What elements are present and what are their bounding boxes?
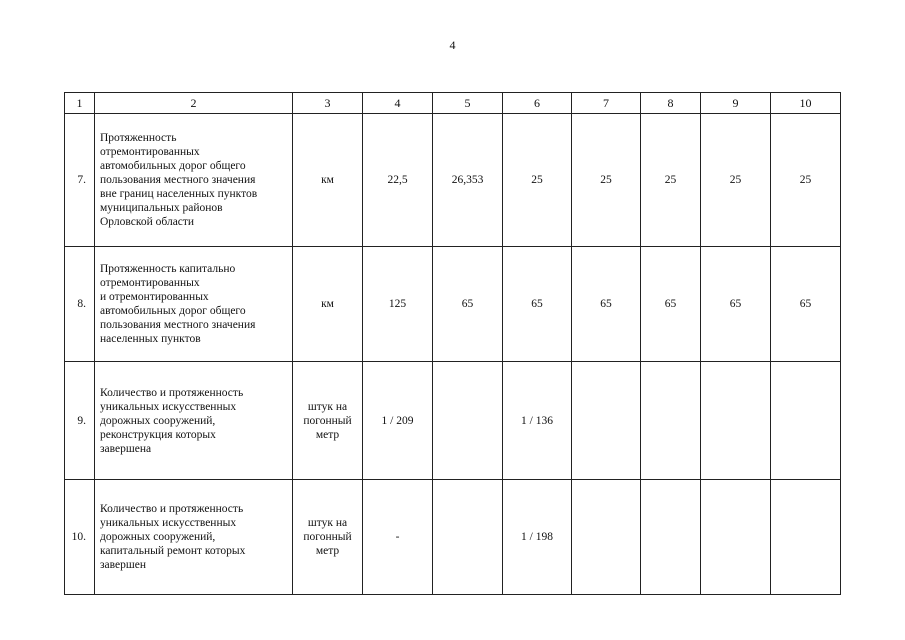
value-cell: 25	[701, 114, 771, 247]
value-cell: 65	[701, 247, 771, 362]
table-row	[65, 480, 841, 595]
value-cell: -	[363, 480, 433, 595]
table-row	[65, 247, 841, 362]
value-cell: 25	[641, 114, 701, 247]
unit-text: км	[321, 174, 334, 186]
unit-cell	[293, 362, 363, 480]
value-cell	[433, 362, 503, 480]
column-header: 10	[771, 93, 841, 114]
value-cell	[572, 480, 641, 595]
value-cell	[641, 480, 701, 595]
page-number: 4	[449, 38, 456, 52]
value-cell	[771, 480, 841, 595]
value-cell: 65	[572, 247, 641, 362]
value-cell	[701, 362, 771, 480]
value-cell	[701, 480, 771, 595]
column-header: 7	[572, 93, 641, 114]
table-row	[65, 362, 841, 480]
indicator-name-text: Количество и протяженность уникальных искусственных дорожных сооружений, капитальный ремонт которых завершен	[100, 503, 246, 571]
indicator-name	[95, 480, 293, 595]
value-cell: 1 / 198	[503, 480, 572, 595]
value-cell: 65	[433, 247, 503, 362]
row-number: 10.	[65, 480, 95, 595]
indicator-name	[95, 362, 293, 480]
value-cell: 25	[771, 114, 841, 247]
value-cell	[572, 362, 641, 480]
column-header: 9	[701, 93, 771, 114]
value-cell: 26,353	[433, 114, 503, 247]
unit-text: штук на погонный метр	[303, 400, 352, 441]
column-header: 5	[433, 93, 503, 114]
value-cell: 65	[641, 247, 701, 362]
column-header: 8	[641, 93, 701, 114]
value-cell	[433, 480, 503, 595]
row-number: 9.	[65, 362, 95, 480]
value-cell	[641, 362, 701, 480]
unit-text: км	[321, 298, 334, 310]
indicator-name-text: Количество и протяженность уникальных искусственных дорожных сооружений, реконструкция которых завершена	[100, 386, 244, 455]
value-cell: 65	[771, 247, 841, 362]
value-cell: 65	[503, 247, 572, 362]
indicator-name	[95, 114, 293, 247]
column-header: 3	[293, 93, 363, 114]
unit-cell	[293, 114, 363, 247]
unit-cell	[293, 247, 363, 362]
value-cell: 25	[572, 114, 641, 247]
table-row	[65, 114, 841, 247]
column-header: 1	[65, 93, 95, 114]
table-header-row	[65, 93, 841, 114]
row-number: 7.	[65, 114, 95, 247]
column-header: 2	[95, 93, 293, 114]
indicator-name-text: Протяженность капитально отремонтированных и отремонтированных автомобильных дорог общего пользования местного значения населенных пунктов	[100, 263, 256, 345]
unit-text: штук на погонный метр	[303, 517, 352, 557]
indicator-name-text: Протяженность отремонтированных автомобильных дорог общего пользования местного значения вне границ населенных пунктов муниципальных районов Орловской области	[100, 132, 258, 228]
row-number: 8.	[65, 247, 95, 362]
value-cell	[771, 362, 841, 480]
value-cell: 25	[503, 114, 572, 247]
value-cell: 1 / 209	[363, 362, 433, 480]
column-header: 4	[363, 93, 433, 114]
value-cell: 22,5	[363, 114, 433, 247]
unit-cell	[293, 480, 363, 595]
indicator-name	[95, 247, 293, 362]
value-cell: 125	[363, 247, 433, 362]
column-header: 6	[503, 93, 572, 114]
indicators-table	[64, 92, 841, 595]
value-cell: 1 / 136	[503, 362, 572, 480]
